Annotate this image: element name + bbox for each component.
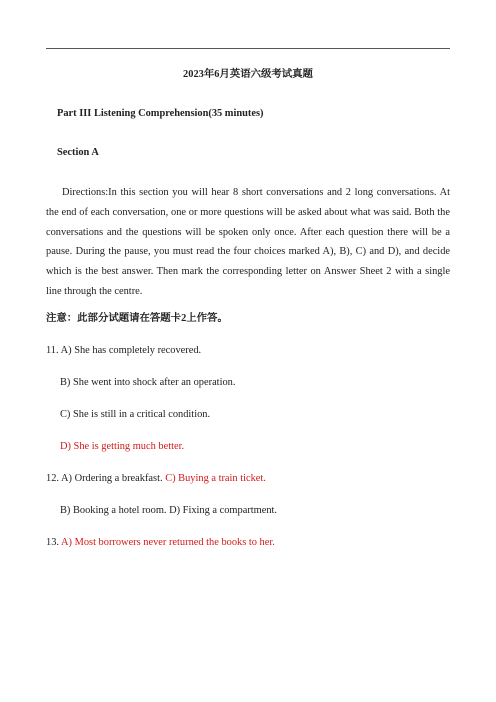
- question-12-row-2: [60, 502, 450, 519]
- document-body: [46, 66, 450, 566]
- document-title: 2023年6月英语六级考试真题: [183, 69, 313, 80]
- question-13-option-a-answer: A) Most borrowers never returned the books to her.: [61, 536, 275, 548]
- header-rule: [46, 48, 450, 49]
- question-12-option-b: B) Booking a hotel room.: [60, 504, 167, 516]
- question-11-option-c: C) She is still in a critical condition.: [60, 408, 211, 420]
- answer-sheet-note: 注意：此部分试题请在答题卡2上作答。: [46, 312, 228, 324]
- question-11-option-d-answer: D) She is getting much better.: [60, 440, 185, 452]
- section-heading: Section A: [57, 147, 99, 158]
- question-13-number: 13.: [46, 536, 59, 548]
- question-11-option-a: 11. A) She has completely recovered.: [46, 344, 202, 356]
- question-12-option-a: 12. A) Ordering a breakfast.: [46, 472, 163, 484]
- question-13-row: [46, 534, 450, 551]
- question-12-option-c-answer: C) Buying a train ticket.: [165, 472, 266, 484]
- question-11-option-b: B) She went into shock after an operation.: [60, 376, 236, 388]
- directions-paragraph: Directions:In this section you will hear 8 short conversations and 2 long conversations. At the end of each conversation, one or more questions will be asked about what was said. Both the conversations and the questions will be spoken only once. After each question there will be a pause. During the pause, you must read the four choices marked A), B), C) and D), and decide which is the best answer. Then mark the corresponding letter on Answer Sheet 2 with a single line through the centre.: [46, 187, 450, 297]
- question-12-option-d: D) Fixing a compartment.: [169, 504, 278, 516]
- part-heading: Part III Listening Comprehension(35 minutes): [57, 108, 264, 119]
- question-12-row-1: [46, 470, 450, 487]
